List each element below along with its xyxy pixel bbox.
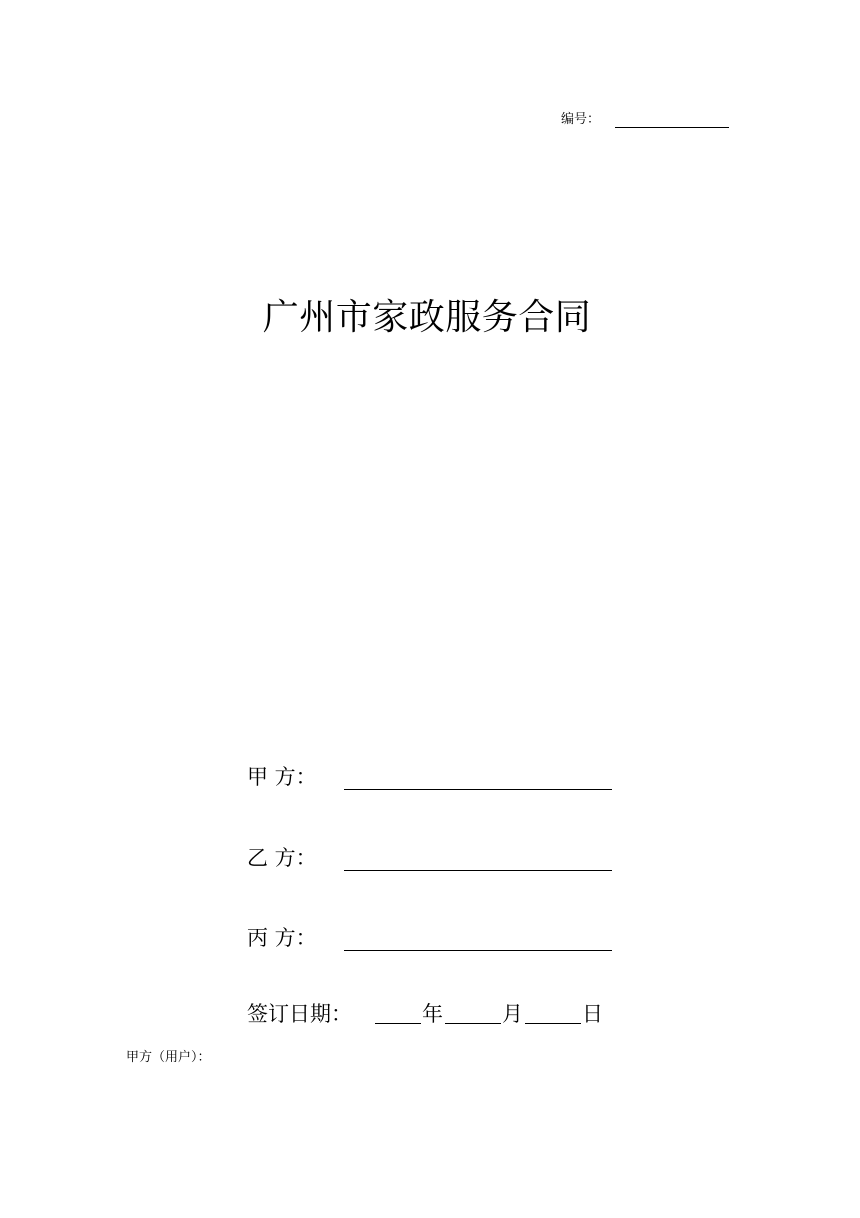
signing-day-blank[interactable] xyxy=(525,1001,581,1024)
signing-year-blank[interactable] xyxy=(375,1001,421,1024)
party-a-row xyxy=(247,760,612,790)
signing-month-blank[interactable] xyxy=(445,1001,501,1024)
signing-day-unit: 日 xyxy=(582,1002,603,1026)
signing-month-unit: 月 xyxy=(502,1002,523,1026)
party-b-blank[interactable] xyxy=(344,848,612,871)
party-c-blank[interactable] xyxy=(344,928,612,951)
serial-number xyxy=(561,108,729,128)
party-c-row xyxy=(247,921,612,951)
party-a-user-label: 甲方（用户）： xyxy=(126,1050,211,1065)
party-b-row xyxy=(247,841,612,871)
serial-number-label: 编号： xyxy=(561,112,601,127)
serial-number-blank[interactable] xyxy=(615,113,729,128)
party-b-label: 乙 方： xyxy=(247,846,317,870)
party-a-blank[interactable] xyxy=(344,767,612,790)
signing-date-row xyxy=(247,997,603,1027)
party-a-label: 甲 方： xyxy=(247,765,317,789)
party-c-label: 丙 方： xyxy=(247,926,317,950)
document-title xyxy=(0,294,860,342)
document-title-text: 广州市家政服务合同 xyxy=(262,297,592,338)
signing-date-label: 签订日期： xyxy=(247,1002,352,1026)
signing-year-unit: 年 xyxy=(422,1002,443,1026)
